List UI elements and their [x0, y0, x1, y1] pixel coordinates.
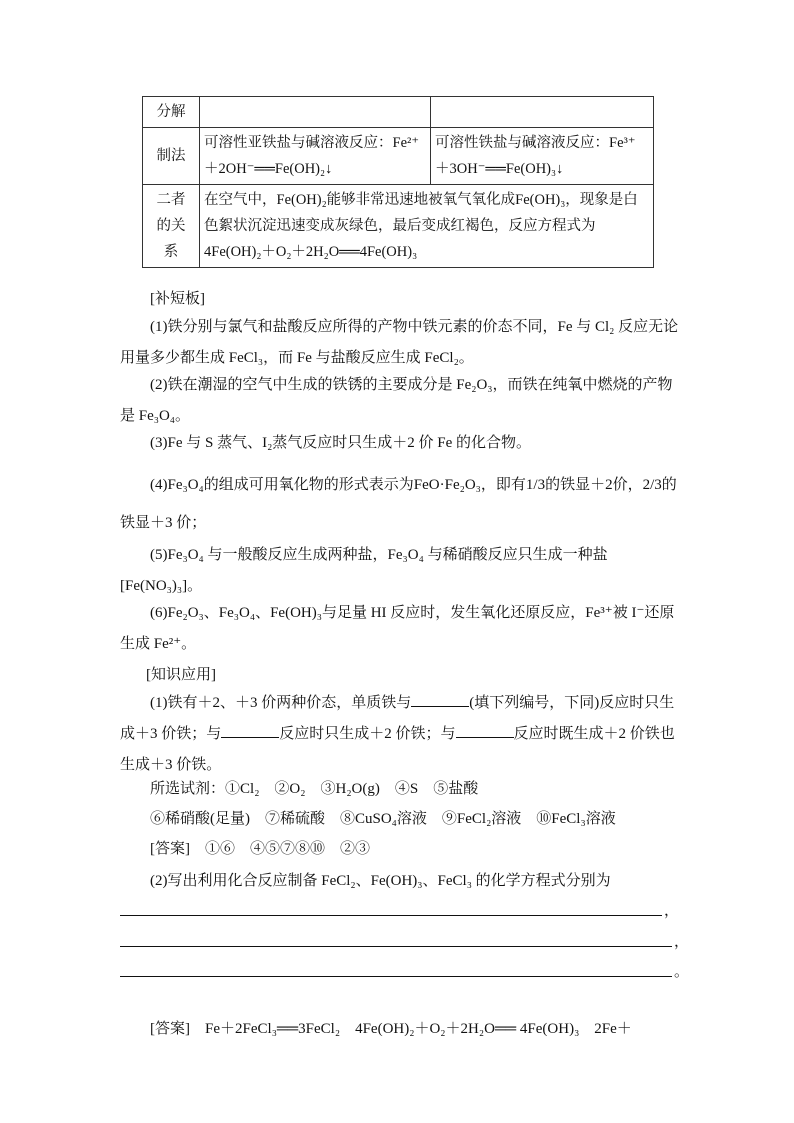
answer-line-3[interactable]: [120, 976, 672, 977]
supplement-item-3: (3)Fe 与 S 蒸气、I₂蒸气反应时只生成＋2 价 Fe 的化合物。: [150, 435, 532, 451]
answer-blank-2[interactable]: [221, 721, 279, 738]
q1-part-2: (填下列编号，下同)反应时只生成＋3 价铁；与: [120, 695, 675, 742]
answer-blank-1[interactable]: [411, 690, 469, 707]
decompose-ferrous-cell: [200, 97, 431, 128]
prep-ferrous-cell: 可溶性亚铁盐与碱溶液反应：Fe²⁺＋2OH⁻══Fe(OH)₂↓: [200, 128, 431, 185]
decompose-ferric-cell: [431, 97, 654, 128]
supplement-item-2: (2)铁在潮湿的空气中生成的铁锈的主要成分是 Fe₂O₃，而铁在纯氧中燃烧的产物是 Fe₃O₄。: [120, 377, 673, 424]
reagents-list-1: ①Cl₂ ②O₂ ③H₂O(g) ④S ⑤盐酸: [225, 781, 479, 797]
answer-line-2[interactable]: [120, 946, 672, 947]
comma-1: ，: [664, 903, 680, 919]
row-label-relation: [143, 185, 200, 268]
answer-line-1[interactable]: [120, 915, 662, 916]
comma-2: ，: [674, 934, 690, 950]
answer-2-text: Fe＋2FeCl₃══3FeCl₂ 4Fe(OH)₂＋O₂＋2H₂O══ 4Fe(OH)₃ 2Fe＋: [205, 1021, 632, 1037]
row-label-prep: 制法: [143, 128, 200, 185]
q1-part-4: 反应时既生成＋2 价铁也生成＋3 价铁。: [120, 726, 675, 773]
relation-label-1: 二者: [156, 192, 186, 208]
reagents-line-2: ⑥稀硝酸(足量) ⑦稀硫酸 ⑧CuSO₄溶液 ⑨FeCl₂溶液 ⑩FeCl₃溶液: [150, 811, 616, 827]
answer-1-text: ①⑥ ④⑤⑦⑧⑩ ②③: [205, 841, 371, 857]
table-row-decompose: [143, 97, 654, 128]
q1-part-3: 反应时只生成＋2 价铁；与: [279, 726, 456, 742]
answer-blank-3[interactable]: [456, 721, 514, 738]
prep-ferric-cell: 可溶性铁盐与碱溶液反应：Fe³⁺＋3OH⁻══Fe(OH)₃↓: [431, 128, 654, 185]
iron-hydroxide-table: [142, 96, 654, 268]
relation-label-3: 系: [163, 244, 179, 260]
answer-2: [150, 1014, 710, 1044]
supplement-item-1: (1)铁分别与氯气和盐酸反应所得的产物中铁元素的价态不同，Fe 与 Cl₂ 反应无论用量多少都生成 FeCl₃，而 Fe 与盐酸反应生成 FeCl₂。: [120, 319, 679, 366]
q1-part-1: (1)铁有＋2、＋3 价两种价态，单质铁与: [150, 695, 412, 711]
supplement-item-6: (6)Fe₂O₃、Fe₃O₄、Fe(OH)₃与足量 HI 反应时，发生氧化还原反应，Fe³⁺被 I⁻还原生成 Fe²⁺。: [120, 605, 675, 652]
row-label-decompose: 分解: [143, 97, 200, 128]
supplement-item-5: (5)Fe₃O₄ 与一般酸反应生成两种盐，Fe₃O₄ 与稀硝酸反应只生成一种盐[Fe(NO₃)₃]。: [120, 547, 608, 594]
question-2: (2)写出利用化合反应制备 FeCl₂、Fe(OH)₃、FeCl₃ 的化学方程式分别为: [150, 873, 611, 889]
supplement-item-4: (4)Fe₃O₄的组成可用氧化物的形式表示为FeO·Fe₂O₃，即有1/3的铁显＋2价，2/3的铁显＋3 价；: [120, 477, 677, 531]
period-mark: 。: [674, 964, 690, 980]
answer-2-label: [答案]: [150, 1021, 190, 1037]
table-row-relation: [143, 185, 654, 268]
reagents-line-1: [150, 774, 710, 804]
answer-1: [150, 834, 710, 864]
relation-cell: 在空气中，Fe(OH)₂能够非常迅速地被氧气氧化成Fe(OH)₃，现象是白色絮状沉淀迅速变成灰绿色，最后变成红褐色，反应方程式为 4Fe(OH)₂＋O₂＋2H₂O══4Fe(OH)₃: [200, 185, 654, 268]
answer-1-label: [答案]: [150, 841, 190, 857]
relation-label-2: 的关: [156, 218, 186, 234]
question-1: [120, 688, 680, 781]
reagents-label: 所选试剂：: [150, 781, 226, 797]
table-row-prep: [143, 128, 654, 185]
supplement-heading: [补短板]: [150, 291, 205, 307]
application-heading: [知识应用]: [146, 667, 216, 683]
